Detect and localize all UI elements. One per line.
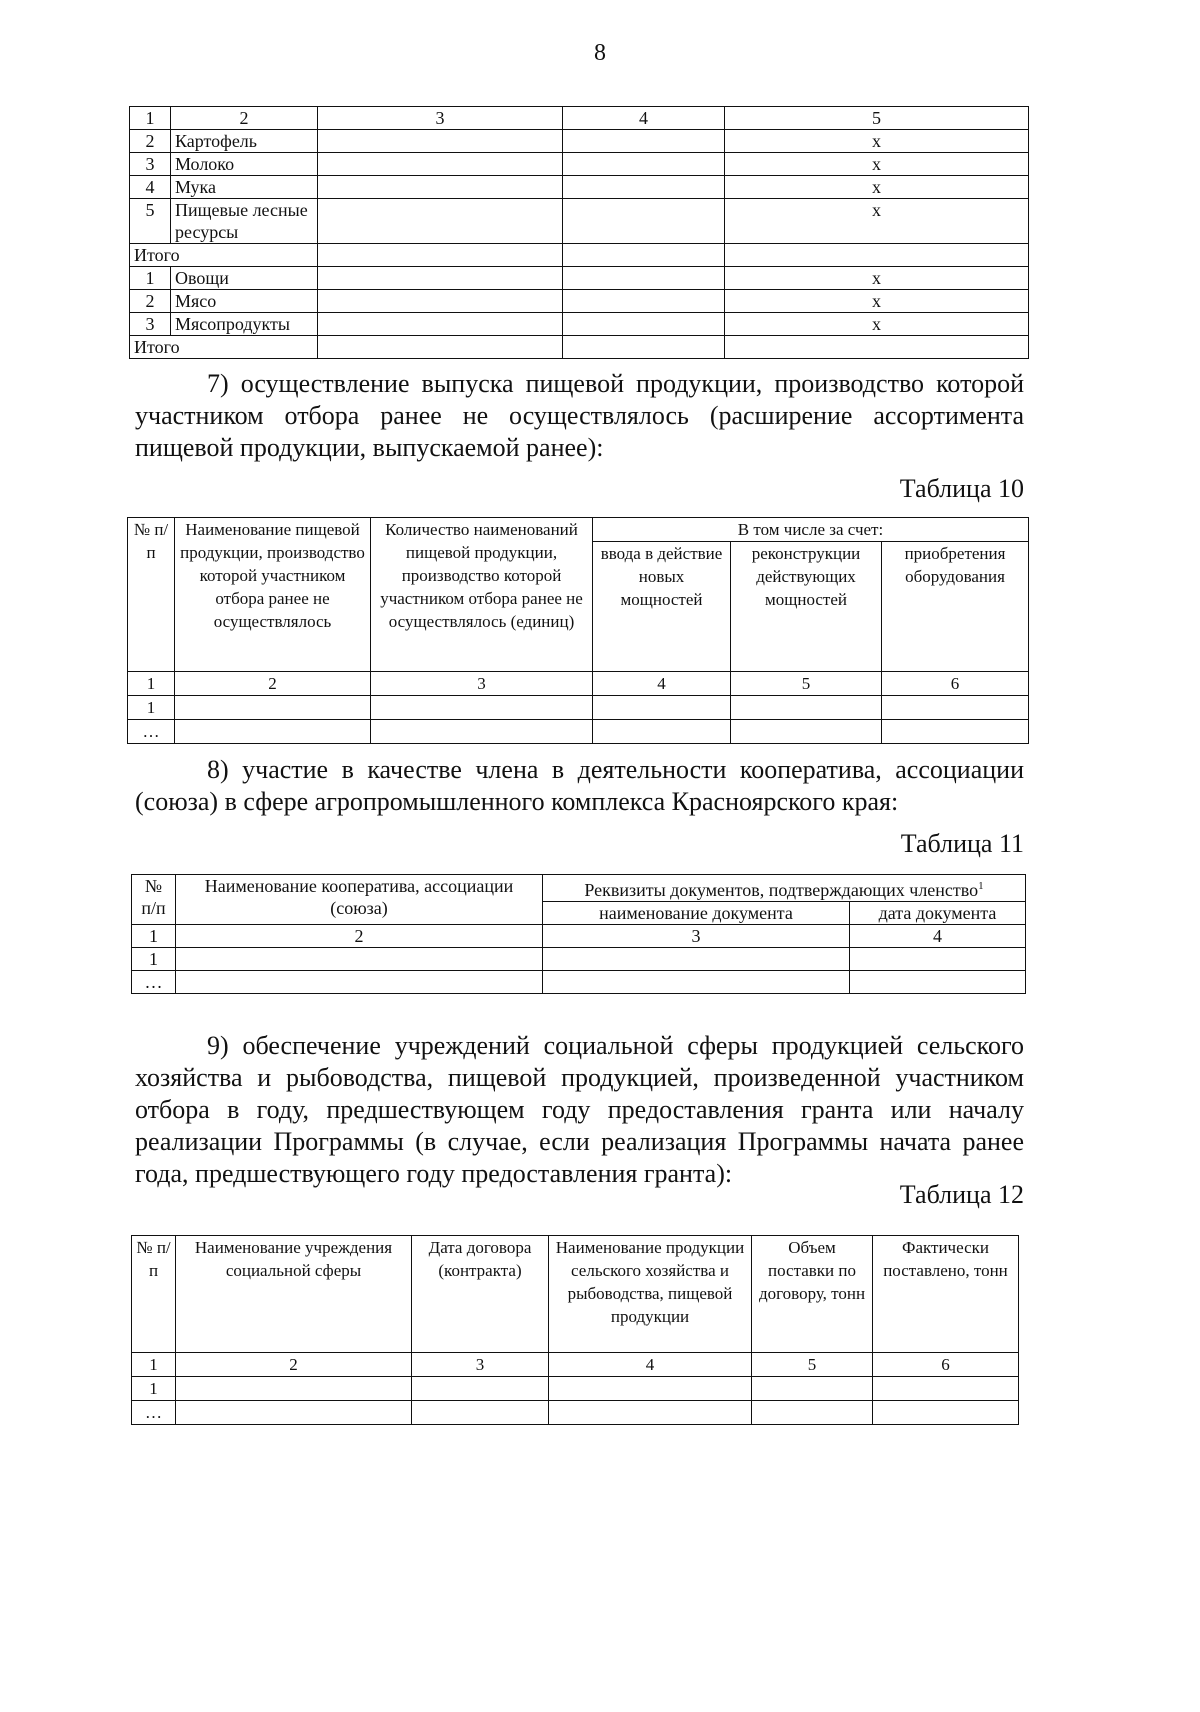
header-document-date: дата документа — [850, 902, 1026, 925]
empty-cell — [731, 696, 882, 720]
row-number: 1 — [128, 696, 175, 720]
column-number: 2 — [176, 925, 543, 948]
table-row — [130, 199, 1029, 244]
empty-cell — [175, 720, 371, 744]
header-cell: 1 — [130, 107, 171, 130]
row-number: 3 — [130, 153, 171, 176]
empty-cell — [725, 336, 1029, 359]
cell-x: х — [725, 130, 1029, 153]
empty-cell — [318, 290, 563, 313]
empty-cell — [563, 290, 725, 313]
column-number-row — [132, 1353, 1019, 1377]
header-num: № п/п — [132, 875, 176, 925]
cell-x: х — [725, 199, 1029, 244]
column-number: 1 — [128, 672, 175, 696]
product-name: Мука — [171, 176, 318, 199]
header-document-details-text: Реквизиты документов, подтверждающих членство — [584, 880, 979, 900]
table-header-row — [132, 1236, 1019, 1353]
product-name: Мясо — [171, 290, 318, 313]
cell-x: х — [725, 153, 1029, 176]
cell-x: х — [725, 267, 1029, 290]
row-ellipsis: … — [132, 971, 176, 994]
header-including-group: В том числе за счет: — [593, 518, 1029, 542]
header-reconstruction: реконструкции действующих мощностей — [731, 542, 882, 672]
header-cell: 3 — [318, 107, 563, 130]
header-product-name: Наименование пищевой продукции, производство которой участником отбора ранее не осуществлялось — [175, 518, 371, 672]
table-row — [132, 948, 1026, 971]
empty-cell — [371, 720, 593, 744]
empty-cell — [175, 696, 371, 720]
section-9-text: 9) обеспечение учреждений социальной сферы продукцией сельского хозяйства и рыбоводства, пищевой продукцией, произведенной участником отбора в году, предшествующем году предоставления гранта или началу реализации Программы (в случае, если реализация Программы начата ранее года, предшествующего году предоставления гранта): — [135, 1031, 1024, 1188]
empty-cell — [318, 130, 563, 153]
table-header-row — [132, 875, 1026, 902]
empty-cell — [850, 971, 1026, 994]
table-10-caption: Таблица 10 — [899, 474, 1024, 503]
empty-cell — [850, 948, 1026, 971]
empty-cell — [176, 1377, 412, 1401]
empty-cell — [318, 176, 563, 199]
row-number: 2 — [130, 290, 171, 313]
empty-cell — [563, 244, 725, 267]
header-equipment: приобретения оборудования — [882, 542, 1029, 672]
header-num: № п/п — [132, 1236, 176, 1353]
empty-cell — [318, 313, 563, 336]
row-number: 5 — [130, 199, 171, 244]
table-11 — [131, 874, 1026, 994]
empty-cell — [371, 696, 593, 720]
page-number: 8 — [594, 40, 606, 66]
table-header-row — [128, 518, 1029, 542]
column-number: 3 — [543, 925, 850, 948]
empty-cell — [176, 1401, 412, 1425]
total-row — [130, 336, 1029, 359]
header-document-details — [543, 875, 1026, 902]
table-10 — [127, 517, 1029, 744]
empty-cell — [412, 1377, 549, 1401]
empty-cell — [563, 267, 725, 290]
empty-cell — [593, 720, 731, 744]
column-number: 6 — [882, 672, 1029, 696]
column-number: 2 — [176, 1353, 412, 1377]
empty-cell — [873, 1377, 1019, 1401]
table-row — [130, 290, 1029, 313]
cell-x: х — [725, 176, 1029, 199]
table-row — [132, 1377, 1019, 1401]
table-row — [132, 1401, 1019, 1425]
table-9-continuation — [129, 106, 1029, 359]
table-row — [130, 176, 1029, 199]
table-row — [128, 720, 1029, 744]
header-new-capacity: ввода в действие новых мощностей — [593, 542, 731, 672]
empty-cell — [725, 244, 1029, 267]
header-quantity: Количество наименований пищевой продукции, производство которой участником отбора ранее не осуществлялось (единиц) — [371, 518, 593, 672]
column-number: 3 — [371, 672, 593, 696]
empty-cell — [318, 244, 563, 267]
table-row — [130, 153, 1029, 176]
column-number: 1 — [132, 925, 176, 948]
cell-x: х — [725, 290, 1029, 313]
table-12-caption: Таблица 12 — [899, 1180, 1024, 1209]
column-number: 5 — [731, 672, 882, 696]
empty-cell — [563, 176, 725, 199]
header-num: № п/п — [128, 518, 175, 672]
section-8-paragraph — [135, 754, 1024, 818]
total-label: Итого — [130, 336, 318, 359]
header-actual-delivered: Фактически поставлено, тонн — [873, 1236, 1019, 1353]
section-7-text: 7) осуществление выпуска пищевой продукции, производство которой участником отбора ранее не осуществлялось (расширение ассортимента пищевой продукции, выпускаемой ранее): — [135, 369, 1024, 462]
table-row — [132, 971, 1026, 994]
empty-cell — [752, 1401, 873, 1425]
row-number: 4 — [130, 176, 171, 199]
empty-cell — [563, 199, 725, 244]
table-11-caption: Таблица 11 — [900, 829, 1024, 858]
column-number: 4 — [850, 925, 1026, 948]
row-number: 3 — [130, 313, 171, 336]
table-row — [130, 130, 1029, 153]
column-number: 1 — [132, 1353, 176, 1377]
column-number: 3 — [412, 1353, 549, 1377]
product-name: Пищевые лесные ресурсы — [171, 199, 318, 244]
header-product-name: Наименование продукции сельского хозяйства и рыбоводства, пищевой продукции — [549, 1236, 752, 1353]
section-9-paragraph — [135, 1030, 1024, 1190]
table-header-row — [130, 107, 1029, 130]
column-number: 6 — [873, 1353, 1019, 1377]
row-number: 1 — [130, 267, 171, 290]
column-number: 4 — [593, 672, 731, 696]
row-ellipsis: … — [132, 1401, 176, 1425]
empty-cell — [412, 1401, 549, 1425]
empty-cell — [549, 1401, 752, 1425]
row-number: 1 — [132, 1377, 176, 1401]
table-12 — [131, 1235, 1019, 1425]
header-delivery-volume: Объем поставки по договору, тонн — [752, 1236, 873, 1353]
empty-cell — [882, 696, 1029, 720]
empty-cell — [563, 313, 725, 336]
header-institution-name: Наименование учреждения социальной сферы — [176, 1236, 412, 1353]
empty-cell — [882, 720, 1029, 744]
section-7-paragraph — [135, 368, 1024, 464]
header-cell: 2 — [171, 107, 318, 130]
empty-cell — [318, 267, 563, 290]
empty-cell — [752, 1377, 873, 1401]
product-name: Картофель — [171, 130, 318, 153]
empty-cell — [593, 696, 731, 720]
empty-cell — [176, 948, 543, 971]
table-row — [130, 267, 1029, 290]
empty-cell — [563, 153, 725, 176]
product-name: Молоко — [171, 153, 318, 176]
product-name: Овощи — [171, 267, 318, 290]
column-number: 4 — [549, 1353, 752, 1377]
empty-cell — [731, 720, 882, 744]
column-number-row — [128, 672, 1029, 696]
header-cooperative-name: Наименование кооператива, ассоциации (союза) — [176, 875, 543, 925]
empty-cell — [563, 130, 725, 153]
column-number: 5 — [752, 1353, 873, 1377]
empty-cell — [543, 948, 850, 971]
row-number: 2 — [130, 130, 171, 153]
header-cell: 5 — [725, 107, 1029, 130]
empty-cell — [543, 971, 850, 994]
empty-cell — [318, 336, 563, 359]
header-contract-date: Дата договора (контракта) — [412, 1236, 549, 1353]
header-cell: 4 — [563, 107, 725, 130]
empty-cell — [873, 1401, 1019, 1425]
total-label: Итого — [130, 244, 318, 267]
column-number: 2 — [175, 672, 371, 696]
table-row — [128, 696, 1029, 720]
product-name: Мясопродукты — [171, 313, 318, 336]
empty-cell — [318, 153, 563, 176]
empty-cell — [549, 1377, 752, 1401]
row-ellipsis: … — [128, 720, 175, 744]
cell-x: х — [725, 313, 1029, 336]
section-8-text: 8) участие в качестве члена в деятельности кооператива, ассоциации (союза) в сфере агропромышленного комплекса Красноярского края: — [135, 755, 1024, 816]
empty-cell — [563, 336, 725, 359]
column-number-row — [132, 925, 1026, 948]
empty-cell — [318, 199, 563, 244]
empty-cell — [176, 971, 543, 994]
header-document-name: наименование документа — [543, 902, 850, 925]
footnote-marker: 1 — [978, 880, 984, 892]
table-row — [130, 313, 1029, 336]
total-row — [130, 244, 1029, 267]
row-number: 1 — [132, 948, 176, 971]
